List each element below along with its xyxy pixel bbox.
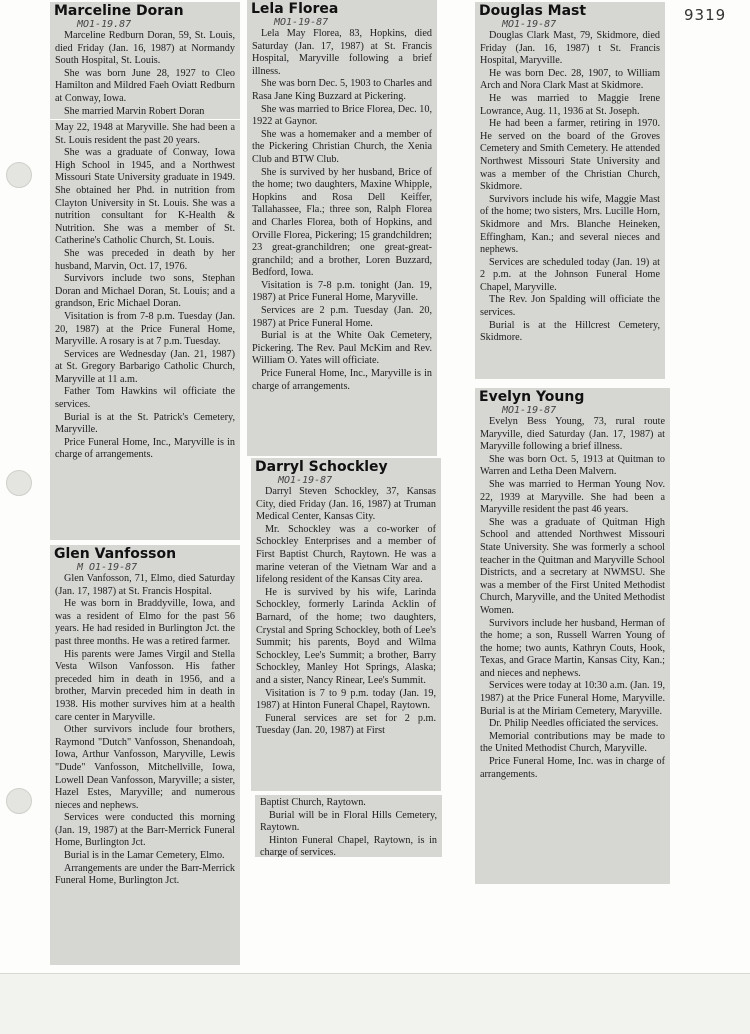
obituary-paragraph: She was married to Herman Young Nov. 22, 1939 at Maryville. She had been a Maryville resident the past 46 years. — [480, 478, 665, 516]
obituary-paragraph: Father Tom Hawkins wil officiate the services. — [55, 386, 235, 411]
obituary-paragraph: Services were today at 10:30 a.m. (Jan. 19, 1987) at the Price Funeral Home, Maryville. Burial is at the Miriam Cemetery, Maryville. — [480, 680, 665, 717]
obituary-paragraph: Survivors include two sons, Stephan Doran and Michael Doran, St. Louis; and a grandson, Eric Michael Doran. — [55, 273, 235, 310]
obituary-paragraph: She is survived by her husband, Brice of the home; two daughters, Maxine Whipple, Hopkins and Rosa Dell Keiffer, Tallahassee, Fla.; three son, Ralph Florea and Charles Florea, both of Hopkins, and Orville Florea, Pickering; 15 grandchildren; 23 great-granchildren; one great-great-granchild; and a brother, Loren Buzzard, Bedford, Iowa. — [252, 166, 432, 279]
obituary-name: Lela Florea — [251, 1, 339, 17]
obituary-paragraph: She was preceded in death by her husband, Marvin, Oct. 17, 1976. — [55, 247, 235, 272]
handwritten-date: MO1-19-87 — [502, 19, 557, 30]
binder-hole — [6, 162, 32, 188]
obituary-clipping — [50, 545, 240, 965]
obituary-paragraph: He was born Dec. 28, 1907, to William Arch and Nora Clark Mast at Skidmore. — [480, 67, 660, 92]
obituary-paragraph: Douglas Clark Mast, 79, Skidmore, died Friday (Jan. 16, 1987) t St. Francis Hospital, Maryville. — [480, 30, 660, 67]
obituary-paragraph: Services are Wednesday (Jan. 21, 1987) at St. Gregory Barbarigo Catholic Church, Maryville at 11 a.m. — [55, 348, 235, 385]
obituary-paragraph: She was married to Brice Florea, Dec. 10, 1922 at Gaynor. — [252, 103, 432, 128]
handwritten-date: MO1-19.87 — [77, 19, 132, 30]
handwritten-date: MO1-19-87 — [274, 17, 329, 28]
obituary-paragraph: Survivors include his wife, Maggie Mast of the home; two sisters, Mrs. Lucille Horn, Skidmore and Mrs. Blanche Heineken, Effingham, Kan.; and several nieces and nephews. — [480, 193, 660, 256]
obituary-name: Douglas Mast — [479, 3, 587, 19]
obituary-paragraph: Marceline Redburn Doran, 59, St. Louis, died Friday (Jan. 16, 1987) at Normandy South Hospital, St. Louis. — [55, 30, 235, 67]
obituary-paragraph: Price Funeral Home, Inc., Maryville is in charge of arrangements. — [252, 368, 432, 392]
obituary-paragraph: The Rev. Jon Spalding will officiate the services. — [480, 294, 660, 319]
obituary-paragraph: Price Funeral Home, Inc., Maryville is in charge of arrangements. — [55, 436, 235, 461]
obituary-paragraph: Memorial contributions may be made to the United Methodist Church, Maryville. — [480, 730, 665, 755]
obituary-paragraph: She was born June 28, 1927 to Cleo Hamilton and Mildred Faeh Oviatt Redburn at Conway, Iowa. — [55, 67, 235, 104]
obituary-paragraph: Burial will be in Floral Hills Cemetery, Raytown. — [260, 809, 437, 834]
obituary-name: Marceline Doran — [54, 3, 184, 19]
obituary-name: Glen Vanfosson — [54, 546, 177, 562]
obituary-paragraph: She married Marvin Robert Doran — [64, 105, 205, 117]
obituary-paragraph: Mr. Schockley was a co-worker of Schockley Enterprises and a member of First Baptist Church, Raytown. He was a marine veteran of the Vietnam War and a lifelong resident of the Kansas City area. — [256, 523, 436, 586]
obituary-paragraph: She was a graduate of Quitman High School and attended Northwest Missouri State University. She was formerly a school teacher in the Quitman and Maryville School Districts, and a secretary at NWMSU. She was a member of the First United Methodist Church, Maryville, and the United Methodist Women. — [480, 516, 665, 616]
obituary-clipping — [247, 0, 437, 456]
obituary-paragraph: Visitation is 7-8 p.m. tonight (Jan. 19, 1987) at Price Funeral Home, Maryville. — [252, 279, 432, 304]
obituary-paragraph: Services were conducted this morning (Jan. 19, 1987) at the Barr-Merrick Funeral Home, Burlington Jct. — [55, 812, 235, 849]
handwritten-date: MO1-19-87 — [502, 405, 557, 416]
obituary-paragraph: Evelyn Bess Young, 73, rural route Maryville, died Saturday (Jan. 17, 1987) at Maryville following a brief illness. — [480, 416, 665, 453]
obituary-name: Evelyn Young — [479, 389, 585, 405]
obituary-paragraph: Other survivors include four brothers, Raymond "Dutch" Vanfosson, Shenandoah, Iowa, Arthur Vanfosson, Maryville, Lewis "Dude" Vanfosson, Mitchellville, Iowa, Lowell Dean Vanfosson, Maryville; a sister, Hazel Estes, Maryville; and numerous nieces and nephews. — [55, 724, 235, 811]
obituary-clipping — [255, 795, 442, 857]
obituary-paragraph: Burial is at the White Oak Cemetery, Pickering. The Rev. Paul McKim and Rev. William O. Yates will officiate. — [252, 330, 432, 367]
obituary-paragraph: His parents were James Virgil and Stella Vesta Wilson Vanfosson. His father preceded him in death in 1956, and a brother, Marvin preceded him in death in 1938. His mother survives him at a health care center in Maryville. — [55, 648, 235, 723]
obituary-paragraph: Survivors include her husband, Herman of the home; a son, Russell Warren Young of the home; two aunts, Kathryn Couts, Hook, Texas, and Grace Martin, Kansas City, Kan.; and nieces and nephews. — [480, 617, 665, 679]
obituary-paragraph: Visitation is from 7-8 p.m. Tuesday (Jan. 20, 1987) at the Price Funeral Home, Maryville. A rosary is at 7 p.m. Tuesday. — [55, 310, 235, 348]
page-number: 9319 — [684, 6, 727, 24]
obituary-paragraph: Hinton Funeral Chapel, Raytown, is in charge of services. — [260, 834, 437, 857]
obituary-paragraph: He had been a farmer, retiring in 1970. He served on the board of the Groves Cemetery and Smith Cemetery. He attended Northwest Missouri State University and was a member of the Christian Church, Skidmore. — [480, 118, 660, 193]
obituary-clipping — [475, 2, 665, 379]
obituary-clipping — [50, 2, 240, 119]
obituary-paragraph: Burial is at the Hillcrest Cemetery, Skidmore. — [480, 319, 660, 344]
page-bottom-edge — [0, 973, 750, 1034]
obituary-paragraph: Glen Vanfosson, 71, Elmo, died Saturday (Jan. 17, 1987) at St. Francis Hospital. — [55, 573, 235, 597]
obituary-paragraph: She was born Oct. 5, 1913 at Quitman to Warren and Letha Deen Malvern. — [480, 453, 665, 478]
obituary-clipping — [475, 388, 670, 884]
handwritten-date: MO1-19-87 — [278, 475, 333, 486]
obituary-paragraph: Burial is in the Lamar Cemetery, Elmo. — [64, 850, 225, 862]
obituary-paragraph: May 22, 1948 at Maryville. She had been a St. Louis resident the past 20 years. — [55, 122, 235, 146]
obituary-paragraph: Funeral services are set for 2 p.m. Tuesday (Jan. 20, 1987) at First — [256, 712, 436, 737]
obituary-paragraph: Burial is at the St. Patrick's Cemetery, Maryville. — [55, 411, 235, 436]
obituary-paragraph: Lela May Florea, 83, Hopkins, died Saturday (Jan. 17, 1987) at St. Francis Hospital, Maryville following a brief illness. — [252, 28, 432, 77]
obituary-paragraph: He was married to Maggie Irene Lowrance, Aug. 11, 1936 at St. Joseph. — [480, 92, 660, 117]
obituary-paragraph: She was a graduate of Conway, Iowa High School in 1945, and a Northwest Missouri State University graduate in 1949. She obtained her Phd. in nutrition from Clayton University in St. Louis. She was a nutrition consultant for K-Health & Nutrition. She was a member of St. Catherine's Catholic Church, St. Louis. — [55, 147, 235, 247]
obituary-clipping — [50, 120, 240, 540]
obituary-paragraph: Arrangements are under the Barr-Merrick Funeral Home, Burlington Jct. — [55, 862, 235, 887]
obituary-paragraph: Dr. Philip Needles officiated the services. — [489, 718, 659, 730]
binder-hole — [6, 788, 32, 814]
obituary-paragraph: He is survived by his wife, Larinda Schockley, formerly Larinda Acklin of Barnard, of the home; two daughters, Crystal and Spring Schockley, both of Lee's Summit; his parents, Boyd and Wilma Schockley, Lee's Summit; a brother, Barry Schockley, Manley Hot Springs, Alaska; and a sister, Nancy Rinear, Lee's Summit. — [256, 586, 436, 686]
obituary-clipping — [251, 458, 441, 791]
obituary-paragraph: Services are scheduled today (Jan. 19) at 2 p.m. at the Johnson Funeral Home Chapel, Maryville. — [480, 256, 660, 293]
handwritten-date: M O1-19-87 — [77, 562, 138, 573]
binder-hole — [6, 470, 32, 496]
obituary-paragraph: Services are 2 p.m. Tuesday (Jan. 20, 1987) at Price Funeral Home. — [252, 305, 432, 329]
obituary-paragraph: She was a homemaker and a member of the Pickering Christian Church, the Xenia Club and BTW Club. — [252, 128, 432, 165]
obituary-paragraph: He was born in Braddyville, Iowa, and was a resident of Elmo for the past 56 years. He had resided in Burlington Jct. the past three months. He was a retired farmer. — [55, 598, 235, 647]
obituary-paragraph: She was born Dec. 5, 1903 to Charles and Rasa Jane King Buzzard at Pickering. — [252, 78, 432, 102]
obituary-name: Darryl Schockley — [255, 459, 388, 475]
obituary-paragraph: Baptist Church, Raytown. — [260, 797, 366, 808]
obituary-paragraph: Darryl Steven Schockley, 37, Kansas City, died Friday (Jan. 16, 1987) at Truman Medical Center, Kansas City. — [256, 486, 436, 523]
obituary-paragraph: Visitation is 7 to 9 p.m. today (Jan. 19, 1987) at Hinton Funeral Chapel, Raytown. — [256, 687, 436, 712]
obituary-paragraph: Price Funeral Home, Inc. was in charge of arrangements. — [480, 756, 665, 780]
